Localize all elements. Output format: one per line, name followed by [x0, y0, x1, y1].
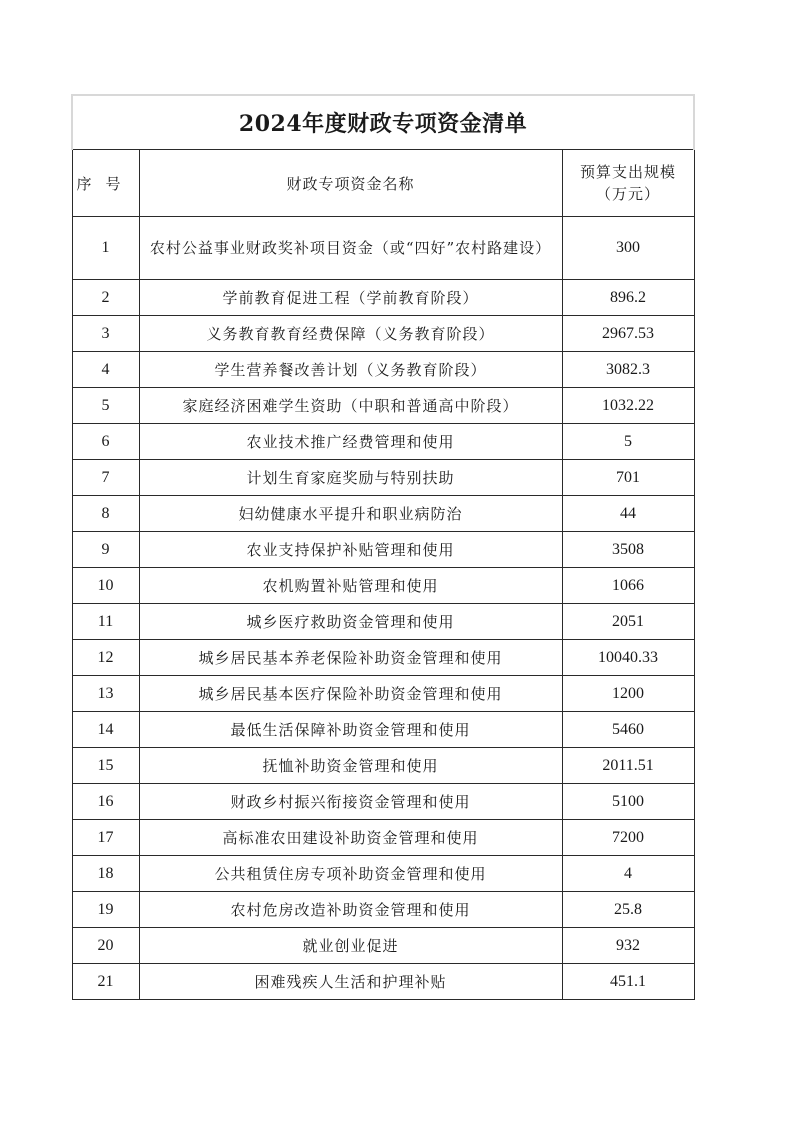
header-seq-label: 序号: [76, 174, 135, 193]
row-amount: 10040.33: [562, 640, 694, 676]
row-amount: 4: [562, 856, 694, 892]
row-fund-name: 学前教育促进工程（学前教育阶段）: [139, 280, 562, 316]
row-amount: 3082.3: [562, 352, 694, 388]
table-row: [72, 280, 694, 316]
header-row: [72, 150, 694, 217]
row-number: 16: [72, 784, 139, 820]
row-amount: 2051: [562, 604, 694, 640]
header-amount-line2: （万元）: [596, 185, 661, 203]
table-row: [72, 496, 694, 532]
row-fund-name: 妇幼健康水平提升和职业病防治: [139, 496, 562, 532]
table-row: [72, 604, 694, 640]
table-row: [72, 316, 694, 352]
row-number: 17: [72, 820, 139, 856]
row-fund-name: 农村危房改造补助资金管理和使用: [139, 892, 562, 928]
row-number: 4: [72, 352, 139, 388]
row-amount: 932: [562, 928, 694, 964]
table-row: [72, 640, 694, 676]
row-amount: 44: [562, 496, 694, 532]
row-number: 9: [72, 532, 139, 568]
row-fund-name: 城乡医疗救助资金管理和使用: [139, 604, 562, 640]
row-number: 18: [72, 856, 139, 892]
header-amount-line1: 预算支出规模: [580, 163, 677, 181]
row-number: 20: [72, 928, 139, 964]
row-fund-name: 义务教育教育经费保障（义务教育阶段）: [139, 316, 562, 352]
table-title: 2024年度财政专项资金清单: [72, 95, 694, 150]
table-row: [72, 217, 694, 280]
header-name: 财政专项资金名称: [139, 150, 562, 217]
row-amount: 7200: [562, 820, 694, 856]
row-fund-name: 计划生育家庭奖励与特别扶助: [139, 460, 562, 496]
table-row: [72, 712, 694, 748]
header-seq: [72, 150, 139, 217]
row-amount: 451.1: [562, 964, 694, 1000]
row-number: 12: [72, 640, 139, 676]
table-row: [72, 532, 694, 568]
row-fund-name: 抚恤补助资金管理和使用: [139, 748, 562, 784]
row-amount: 300: [562, 217, 694, 280]
row-number: 10: [72, 568, 139, 604]
table-row: [72, 568, 694, 604]
row-number: 6: [72, 424, 139, 460]
row-number: 1: [72, 217, 139, 280]
table-row: [72, 388, 694, 424]
row-fund-name: 学生营养餐改善计划（义务教育阶段）: [139, 352, 562, 388]
fund-table: [71, 94, 695, 1000]
row-fund-name: 最低生活保障补助资金管理和使用: [139, 712, 562, 748]
row-number: 8: [72, 496, 139, 532]
table-row: [72, 424, 694, 460]
row-number: 2: [72, 280, 139, 316]
row-fund-name: 城乡居民基本养老保险补助资金管理和使用: [139, 640, 562, 676]
table-row: [72, 784, 694, 820]
row-number: 21: [72, 964, 139, 1000]
table-row: [72, 460, 694, 496]
row-number: 13: [72, 676, 139, 712]
table-row: [72, 892, 694, 928]
row-number: 11: [72, 604, 139, 640]
row-number: 7: [72, 460, 139, 496]
row-fund-name: 城乡居民基本医疗保险补助资金管理和使用: [139, 676, 562, 712]
row-fund-name: 财政乡村振兴衔接资金管理和使用: [139, 784, 562, 820]
row-amount: 5100: [562, 784, 694, 820]
row-amount: 5: [562, 424, 694, 460]
table-row: [72, 748, 694, 784]
table-row: [72, 820, 694, 856]
row-fund-name: 家庭经济困难学生资助（中职和普通高中阶段）: [139, 388, 562, 424]
row-amount: 5460: [562, 712, 694, 748]
row-number: 14: [72, 712, 139, 748]
row-amount: 896.2: [562, 280, 694, 316]
header-amount: [562, 150, 694, 217]
row-fund-name: 农业支持保护补贴管理和使用: [139, 532, 562, 568]
table-row: [72, 676, 694, 712]
row-amount: 1032.22: [562, 388, 694, 424]
row-amount: 2011.51: [562, 748, 694, 784]
table-row: [72, 352, 694, 388]
table-row: [72, 964, 694, 1000]
row-fund-name: 农机购置补贴管理和使用: [139, 568, 562, 604]
fund-list-sheet: [71, 94, 693, 1000]
row-amount: 25.8: [562, 892, 694, 928]
row-fund-name: 高标准农田建设补助资金管理和使用: [139, 820, 562, 856]
row-fund-name: 公共租赁住房专项补助资金管理和使用: [139, 856, 562, 892]
row-amount: 1066: [562, 568, 694, 604]
row-fund-name: 就业创业促进: [139, 928, 562, 964]
row-fund-name: 农村公益事业财政奖补项目资金（或“四好”农村路建设）: [139, 217, 562, 280]
row-amount: 3508: [562, 532, 694, 568]
row-amount: 2967.53: [562, 316, 694, 352]
row-number: 5: [72, 388, 139, 424]
row-number: 19: [72, 892, 139, 928]
row-number: 15: [72, 748, 139, 784]
row-number: 3: [72, 316, 139, 352]
row-fund-name: 困难残疾人生活和护理补贴: [139, 964, 562, 1000]
table-row: [72, 928, 694, 964]
row-amount: 1200: [562, 676, 694, 712]
row-amount: 701: [562, 460, 694, 496]
row-fund-name: 农业技术推广经费管理和使用: [139, 424, 562, 460]
table-row: [72, 856, 694, 892]
